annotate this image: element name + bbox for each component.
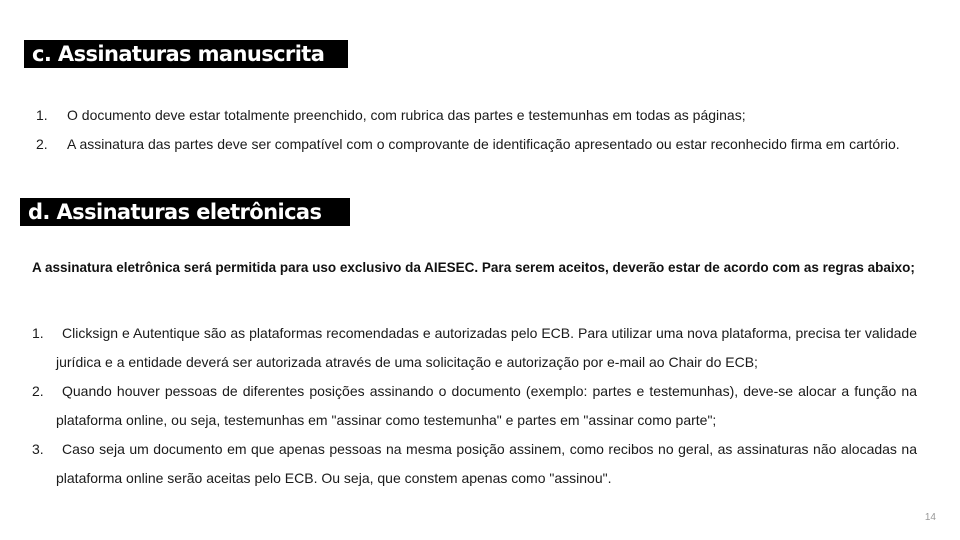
section-d-intro: A assinatura eletrônica será permitida para uso exclusivo da AIESEC. Para serem aceitos, deverão estar de acordo com as regras abaixo;	[32, 260, 915, 275]
list-item-text: Caso seja um documento em que apenas pessoas na mesma posição assinem, como recibos no geral, as assinaturas não alocadas na plataforma online serão aceitas pelo ECB. Ou seja, que constem apenas como "assinou".	[56, 441, 917, 486]
list-item-text: O documento deve estar totalmente preenchido, com rubrica das partes e testemunhas em todas as páginas;	[67, 107, 746, 123]
list-item	[32, 435, 917, 493]
list-item-number: 2.	[32, 383, 44, 399]
electronic-signature-rules-list	[32, 319, 917, 493]
section-c-heading: c. Assinaturas manuscrita	[24, 40, 348, 68]
list-item-text: A assinatura das partes deve ser compatível com o comprovante de identificação apresentado ou estar reconhecido firma em cartório.	[67, 136, 900, 152]
page-number: 14	[924, 512, 936, 523]
handwritten-signature-rules-list	[36, 101, 924, 159]
list-item-number: 2.	[36, 136, 48, 152]
section-d-heading: d. Assinaturas eletrônicas	[20, 198, 350, 226]
list-item-text: Quando houver pessoas de diferentes posições assinando o documento (exemplo: partes e testemunhas), deve-se alocar a função na plataforma online, ou seja, testemunhas em "assinar como testemunha" e partes em "assinar como parte";	[56, 383, 917, 428]
list-item-number: 1.	[32, 325, 44, 341]
list-item	[32, 319, 917, 377]
list-item-number: 3.	[32, 441, 44, 457]
list-item-text: Clicksign e Autentique são as plataformas recomendadas e autorizadas pelo ECB. Para utilizar uma nova plataforma, precisa ter validade jurídica e a entidade deverá ser autorizada através de uma solicitação e autorização por e-mail ao Chair do ECB;	[56, 325, 917, 370]
list-item	[32, 377, 917, 435]
list-item	[36, 101, 924, 130]
list-item-number: 1.	[36, 107, 48, 123]
list-item	[36, 130, 924, 159]
